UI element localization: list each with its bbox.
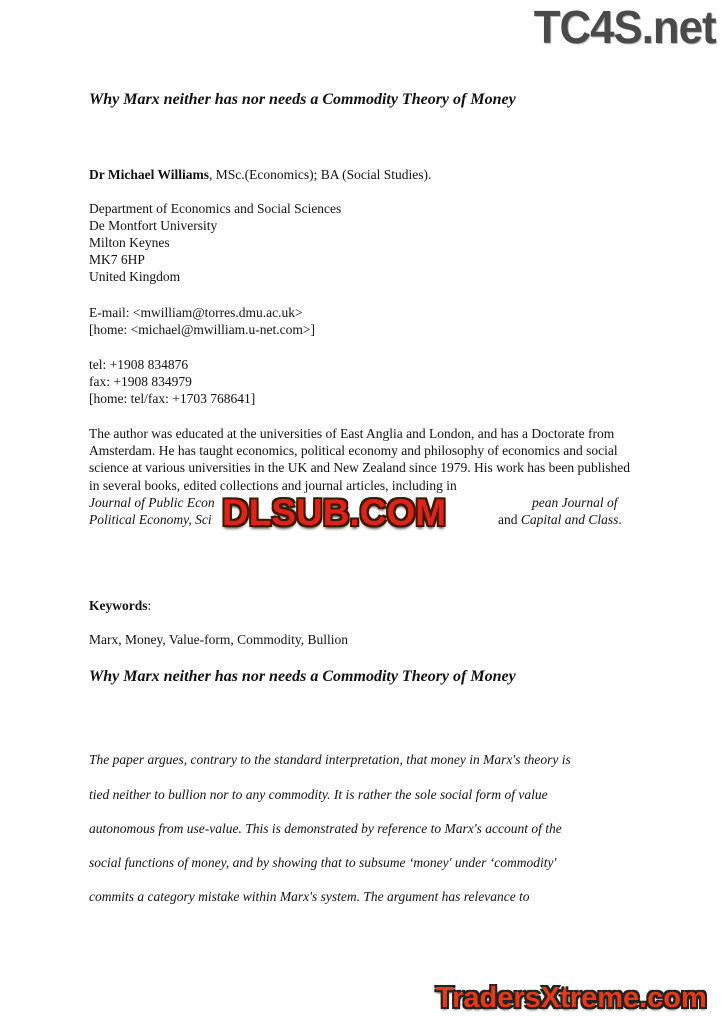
author-bio: The author was educated at the universities of East Anglia and London, and has a Doctorate from Amsterdam. He has taught economics, political economy and philosophy of economics and social science at various universities in the UK and New Zealand since 1979. His work has been published in several books, edited collections and journal articles, including in [89,426,630,493]
address-line: Department of Economics and Social Sciences [89,201,342,216]
bio-line-5 [89,494,215,511]
address-line: MK7 6HP [89,252,145,267]
abstract-line: autonomous from use-value. This is demonstrated by reference to Marx's account of the [89,821,562,836]
phone-line: tel: +1908 834876 [89,357,189,372]
address-line: United Kingdom [89,269,181,284]
email-line: E-mail: <mwilliam@torres.dmu.ac.uk> [89,305,303,320]
abstract-line: commits a category mistake within Marx's system. The argument has relevance to [89,889,530,904]
phone-line: fax: +1908 834979 [89,374,192,389]
email-line: [home: <michael@mwilliam.u-net.com>] [89,322,315,337]
bio-journal: Journal of Public Econ [89,495,215,510]
abstract-line: social functions of money, and by showing that to subsume ‘money' under ‘commodity' [89,855,557,870]
bio-line-6: Political Economy, Sci [89,512,212,527]
author-name: Dr Michael Williams [89,167,209,182]
paper-title: Why Marx neither has nor needs a Commodity Theory of Money [89,91,516,108]
abstract-line: tied neither to bullion nor to any commodity. It is rather the sole social form of value [89,787,548,802]
watermark-dlsub: DLSUB.COM [222,492,447,533]
bio-journal: Capital and Class [520,512,619,527]
address-line: Milton Keynes [89,235,170,250]
watermark-tc4s: TC4S.net [533,1,716,53]
author-line [89,166,431,183]
watermark-tradersxtreme: TradersXtreme.com [436,982,707,1014]
paper-title-repeat: Why Marx neither has nor needs a Commodity Theory of Money [89,668,516,685]
bio-line-5-right: pean Journal of [532,495,618,510]
author-credentials: , MSc.(Economics); BA (Social Studies). [209,167,432,182]
phone-line: [home: tel/fax: +1703 768641] [89,391,256,406]
bio-line-6-right: and Capital and Class. [498,512,622,527]
abstract-line: The paper argues, contrary to the standard interpretation, that money in Marx's theory is [89,752,571,767]
keywords-heading: Keywords: [89,598,152,613]
keywords-list: Marx, Money, Value-form, Commodity, Bullion [89,632,348,647]
address-line: De Montfort University [89,218,218,233]
